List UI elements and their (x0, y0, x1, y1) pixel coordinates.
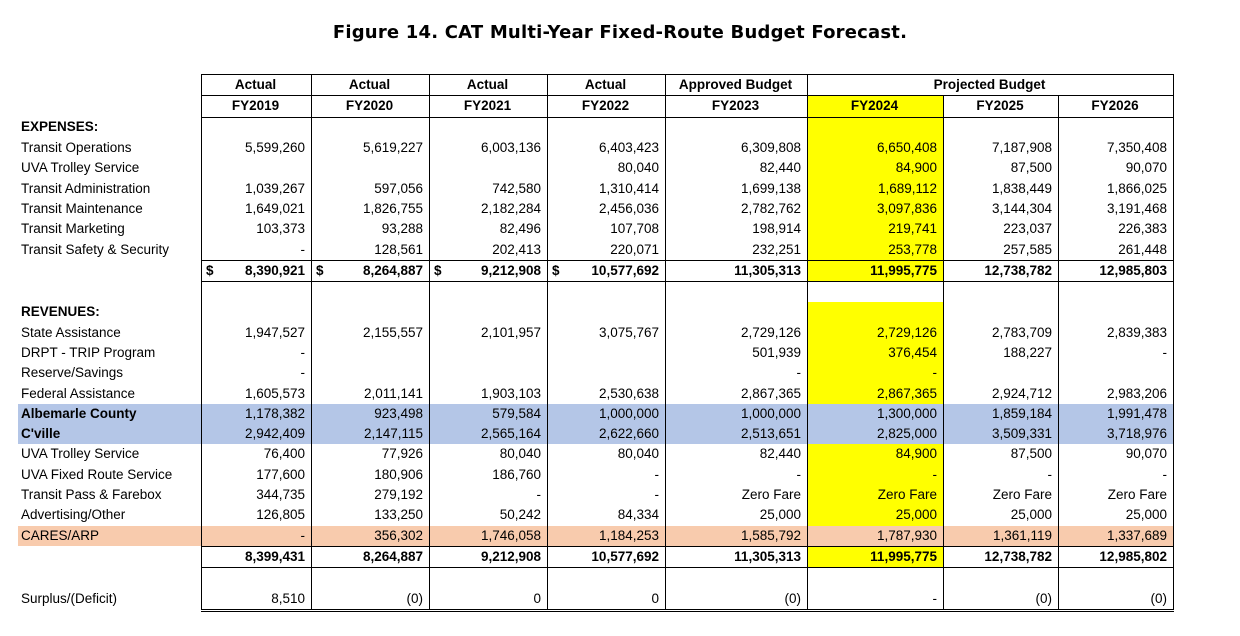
surplus-value: 0 (430, 588, 548, 610)
row-value: 93,288 (312, 219, 430, 239)
row-value: - (1059, 343, 1174, 363)
total-amount: 11,995,775 (870, 262, 937, 278)
total-amount: 12,738,782 (984, 262, 1052, 278)
row-value: 84,900 (808, 158, 944, 178)
year-header: FY2021 (430, 96, 548, 117)
empty-cell (548, 568, 666, 589)
row-value: 25,000 (666, 505, 808, 525)
surplus-value: 8,510 (202, 588, 312, 610)
row-value (312, 363, 430, 383)
revenues-heading-row (18, 302, 1174, 322)
year-header: FY2024 (808, 96, 944, 117)
total-amount: 12,985,803 (1099, 262, 1167, 278)
row-value (312, 343, 430, 363)
row-label: State Assistance (21, 324, 121, 340)
revenue-total-row (18, 546, 1174, 567)
row-value: 50,242 (430, 505, 548, 525)
empty-cell (944, 281, 1059, 302)
row-value (430, 158, 548, 178)
row-value: 3,144,304 (944, 199, 1059, 219)
row-value: 1,903,103 (430, 383, 548, 403)
empty-cell (18, 568, 202, 589)
header-spacer (18, 75, 202, 96)
currency-symbol: $ (552, 262, 560, 278)
row-value (548, 343, 666, 363)
row-value: 1,605,573 (202, 383, 312, 403)
revenue-total-value: 9,212,908 (430, 546, 548, 567)
surplus-row (18, 588, 1174, 610)
row-value: 1,649,021 (202, 199, 312, 219)
row-label: DRPT - TRIP Program (21, 345, 156, 360)
row-value: 25,000 (944, 505, 1059, 525)
row-value: 80,040 (430, 444, 548, 464)
row-value: 279,192 (312, 485, 430, 505)
currency-symbol: $ (316, 262, 324, 278)
row-value: - (666, 465, 808, 485)
row-value: - (202, 526, 312, 547)
empty-cell (18, 281, 202, 302)
row-value: 1,838,449 (944, 178, 1059, 198)
surplus-value: - (808, 588, 944, 610)
empty-cell (944, 302, 1059, 322)
row-label: C'ville (18, 424, 202, 444)
row-label: UVA Trolley Service (21, 446, 140, 462)
row-value: 6,650,408 (808, 138, 944, 158)
row-value: 2,530,638 (548, 383, 666, 403)
row-value: - (202, 239, 312, 260)
empty-cell (548, 302, 666, 322)
row-label: Transit Maintenance (21, 200, 143, 216)
row-value: 80,040 (548, 444, 666, 464)
row-value: 1,178,382 (202, 404, 312, 424)
year-header: FY2020 (312, 96, 430, 117)
empty-cell (18, 546, 202, 567)
row-value (548, 363, 666, 383)
table-row (18, 199, 1174, 219)
row-value: 1,787,930 (808, 526, 944, 547)
year-header: FY2025 (944, 96, 1059, 117)
spacer-row (18, 568, 1174, 589)
row-label: Reserve/Savings (21, 365, 124, 381)
row-value: Zero Fare (1059, 485, 1174, 505)
empty-cell (312, 568, 430, 589)
row-label: CARES/ARP (18, 526, 202, 547)
total-amount: 8,390,921 (244, 262, 305, 278)
row-value: 1,699,138 (666, 178, 808, 198)
empty-cell (548, 117, 666, 138)
empty-cell (202, 302, 312, 322)
empty-cell (944, 568, 1059, 589)
row-value: 3,097,836 (808, 199, 944, 219)
empty-cell (808, 281, 944, 302)
row-value: 261,448 (1059, 239, 1174, 260)
row-value: 90,070 (1059, 444, 1174, 464)
table-row (18, 404, 1174, 424)
row-value: 232,251 (666, 239, 808, 260)
row-label: Surplus/(Deficit) (21, 591, 118, 607)
empty-cell (808, 117, 944, 138)
row-value: 133,250 (312, 505, 430, 525)
empty-cell (312, 302, 430, 322)
year-header: FY2019 (202, 96, 312, 117)
row-value: 198,914 (666, 219, 808, 239)
row-value: 2,983,206 (1059, 383, 1174, 403)
row-value: 1,361,119 (944, 526, 1059, 547)
revenue-total-value: 8,399,431 (202, 546, 312, 567)
row-value: 2,182,284 (430, 199, 548, 219)
row-value: 1,947,527 (202, 323, 312, 343)
row-value: 77,926 (312, 444, 430, 464)
row-value: 2,101,957 (430, 323, 548, 343)
row-value: 87,500 (944, 158, 1059, 178)
header-group: Projected Budget (808, 75, 1174, 96)
empty-cell (430, 568, 548, 589)
revenue-total-value: 8,264,887 (312, 546, 430, 567)
year-header: FY2026 (1059, 96, 1174, 117)
row-value: 126,805 (202, 505, 312, 525)
header-group: Actual (548, 75, 666, 96)
empty-cell (944, 117, 1059, 138)
row-value: 2,729,126 (666, 323, 808, 343)
row-label: UVA Trolley Service (21, 160, 140, 176)
figure-title: Figure 14. CAT Multi-Year Fixed-Route Budget Forecast. (332, 22, 908, 43)
row-value: 84,334 (548, 505, 666, 525)
currency-symbol: $ (206, 262, 214, 278)
row-value: 501,939 (666, 343, 808, 363)
row-value: 257,585 (944, 239, 1059, 260)
row-value: - (548, 465, 666, 485)
row-value: 1,184,253 (548, 526, 666, 547)
row-value: 2,839,383 (1059, 323, 1174, 343)
row-value: 1,826,755 (312, 199, 430, 219)
row-label: Federal Assistance (21, 385, 136, 401)
section-heading: EXPENSES: (21, 119, 99, 135)
currency-symbol: $ (434, 262, 442, 278)
table-row (18, 343, 1174, 363)
spacer-row (18, 281, 1174, 302)
row-value: 84,900 (808, 444, 944, 464)
row-value: 188,227 (944, 343, 1059, 363)
expense-total-value (808, 260, 944, 281)
row-value: 220,071 (548, 239, 666, 260)
expense-total-row (18, 260, 1174, 281)
expense-total-value (430, 260, 548, 281)
surplus-value: (0) (312, 588, 430, 610)
row-value: 1,866,025 (1059, 178, 1174, 198)
year-header: FY2023 (666, 96, 808, 117)
empty-cell (666, 568, 808, 589)
row-value: 1,300,000 (808, 404, 944, 424)
table-row (18, 239, 1174, 260)
empty-cell (548, 281, 666, 302)
row-value: 107,708 (548, 219, 666, 239)
row-value (430, 363, 548, 383)
row-value: 1,000,000 (666, 404, 808, 424)
row-value: 2,565,164 (430, 424, 548, 444)
table-row (18, 323, 1174, 343)
expense-total-value (944, 260, 1059, 281)
row-value: 2,942,409 (202, 424, 312, 444)
header-year-row (18, 96, 1174, 117)
row-value (430, 343, 548, 363)
row-value (312, 158, 430, 178)
table-row (18, 505, 1174, 525)
budget-table (18, 74, 1174, 612)
row-value: 376,454 (808, 343, 944, 363)
row-label: Advertising/Other (21, 507, 126, 523)
row-value: 3,075,767 (548, 323, 666, 343)
year-header: FY2022 (548, 96, 666, 117)
row-value: 82,440 (666, 158, 808, 178)
row-value: 90,070 (1059, 158, 1174, 178)
row-value: 7,350,408 (1059, 138, 1174, 158)
row-value: 76,400 (202, 444, 312, 464)
row-value: 2,729,126 (808, 323, 944, 343)
row-value: - (808, 465, 944, 485)
total-amount: 8,264,887 (362, 262, 423, 278)
row-value: - (548, 485, 666, 505)
row-label: Transit Pass & Farebox (21, 487, 162, 503)
expense-total-value (1059, 260, 1174, 281)
row-value: 87,500 (944, 444, 1059, 464)
row-value: 3,509,331 (944, 424, 1059, 444)
table-row (18, 424, 1174, 444)
row-value: 2,155,557 (312, 323, 430, 343)
row-value: 226,383 (1059, 219, 1174, 239)
header-group: Actual (202, 75, 312, 96)
header-spacer (18, 96, 202, 117)
row-value: 2,011,141 (312, 383, 430, 403)
row-value: 1,000,000 (548, 404, 666, 424)
total-amount: 10,577,692 (591, 262, 659, 278)
row-value: Zero Fare (666, 485, 808, 505)
surplus-value: (0) (666, 588, 808, 610)
table-row (18, 526, 1174, 547)
row-value (202, 158, 312, 178)
row-value: 180,906 (312, 465, 430, 485)
row-value: 103,373 (202, 219, 312, 239)
table-row (18, 158, 1174, 178)
revenue-total-value: 12,738,782 (944, 546, 1059, 567)
surplus-value: 0 (548, 588, 666, 610)
total-amount: 9,212,908 (480, 262, 541, 278)
surplus-value: (0) (1059, 588, 1174, 610)
row-label: Albemarle County (18, 404, 202, 424)
row-value: 202,413 (430, 239, 548, 260)
row-value: 579,584 (430, 404, 548, 424)
empty-cell (430, 117, 548, 138)
row-value: - (666, 363, 808, 383)
empty-cell (666, 281, 808, 302)
row-value: 128,561 (312, 239, 430, 260)
row-value: 1,689,112 (808, 178, 944, 198)
revenue-total-value: 12,985,802 (1059, 546, 1174, 567)
row-value: Zero Fare (808, 485, 944, 505)
table-row (18, 363, 1174, 383)
row-value: - (202, 363, 312, 383)
empty-cell (430, 302, 548, 322)
row-value: 2,456,036 (548, 199, 666, 219)
row-value: 1,585,792 (666, 526, 808, 547)
row-value: 597,056 (312, 178, 430, 198)
row-value: 1,859,184 (944, 404, 1059, 424)
row-label: Transit Safety & Security (21, 241, 170, 257)
row-value: 2,783,709 (944, 323, 1059, 343)
expense-total-value (312, 260, 430, 281)
row-value: 223,037 (944, 219, 1059, 239)
header-group: Approved Budget (666, 75, 808, 96)
empty-cell (808, 302, 944, 322)
revenue-total-value: 11,305,313 (666, 546, 808, 567)
row-value: - (808, 363, 944, 383)
row-value: 6,309,808 (666, 138, 808, 158)
empty-cell (1059, 568, 1174, 589)
row-value: 923,498 (312, 404, 430, 424)
row-value: 2,867,365 (666, 383, 808, 403)
row-value: 2,513,651 (666, 424, 808, 444)
empty-cell (202, 568, 312, 589)
row-value: 186,760 (430, 465, 548, 485)
table-row (18, 138, 1174, 158)
row-value: - (1059, 465, 1174, 485)
row-value: 82,496 (430, 219, 548, 239)
expense-total-value (202, 260, 312, 281)
row-value: 344,735 (202, 485, 312, 505)
table-row (18, 485, 1174, 505)
row-value: 2,867,365 (808, 383, 944, 403)
row-value: 6,003,136 (430, 138, 548, 158)
empty-cell (202, 117, 312, 138)
header-group-row (18, 75, 1174, 96)
table-row (18, 444, 1174, 464)
row-label: Transit Operations (21, 140, 132, 156)
row-value: 1,991,478 (1059, 404, 1174, 424)
expense-total-value (666, 260, 808, 281)
header-group: Actual (430, 75, 548, 96)
empty-cell (430, 281, 548, 302)
row-value (1059, 363, 1174, 383)
row-value: 25,000 (1059, 505, 1174, 525)
row-value: 82,440 (666, 444, 808, 464)
row-value: 1,746,058 (430, 526, 548, 547)
row-label: UVA Fixed Route Service (21, 466, 173, 482)
row-value: 219,741 (808, 219, 944, 239)
table-row (18, 178, 1174, 198)
row-value: Zero Fare (944, 485, 1059, 505)
empty-cell (18, 260, 202, 281)
row-value: 1,310,414 (548, 178, 666, 198)
table-row (18, 383, 1174, 403)
row-label: Transit Marketing (21, 221, 125, 237)
empty-cell (666, 117, 808, 138)
row-value (944, 363, 1059, 383)
row-value: 253,778 (808, 239, 944, 260)
total-amount: 11,305,313 (734, 262, 801, 278)
empty-cell (1059, 117, 1174, 138)
row-value: 3,191,468 (1059, 199, 1174, 219)
empty-cell (202, 281, 312, 302)
row-value: 5,599,260 (202, 138, 312, 158)
table-row (18, 465, 1174, 485)
row-value: 742,580 (430, 178, 548, 198)
row-value: 1,039,267 (202, 178, 312, 198)
row-value: 356,302 (312, 526, 430, 547)
row-value: - (430, 485, 548, 505)
row-value: 1,337,689 (1059, 526, 1174, 547)
row-value: 25,000 (808, 505, 944, 525)
row-value: 2,924,712 (944, 383, 1059, 403)
empty-cell (1059, 281, 1174, 302)
table-row (18, 219, 1174, 239)
row-value: 3,718,976 (1059, 424, 1174, 444)
row-value: 7,187,908 (944, 138, 1059, 158)
section-heading: REVENUES: (21, 304, 100, 320)
row-value: 2,782,762 (666, 199, 808, 219)
surplus-value: (0) (944, 588, 1059, 610)
row-label: Transit Administration (21, 180, 151, 196)
revenue-total-value: 10,577,692 (548, 546, 666, 567)
empty-cell (312, 117, 430, 138)
expenses-heading-row (18, 117, 1174, 138)
row-value: 80,040 (548, 158, 666, 178)
row-value: 5,619,227 (312, 138, 430, 158)
row-value: 6,403,423 (548, 138, 666, 158)
empty-cell (666, 302, 808, 322)
row-value: 2,622,660 (548, 424, 666, 444)
empty-cell (1059, 302, 1174, 322)
row-value: - (944, 465, 1059, 485)
empty-cell (808, 568, 944, 589)
row-value: 2,825,000 (808, 424, 944, 444)
expense-total-value (548, 260, 666, 281)
row-value: 177,600 (202, 465, 312, 485)
empty-cell (312, 281, 430, 302)
row-value: 2,147,115 (312, 424, 430, 444)
revenue-total-value: 11,995,775 (808, 546, 944, 567)
row-value: - (202, 343, 312, 363)
header-group: Actual (312, 75, 430, 96)
